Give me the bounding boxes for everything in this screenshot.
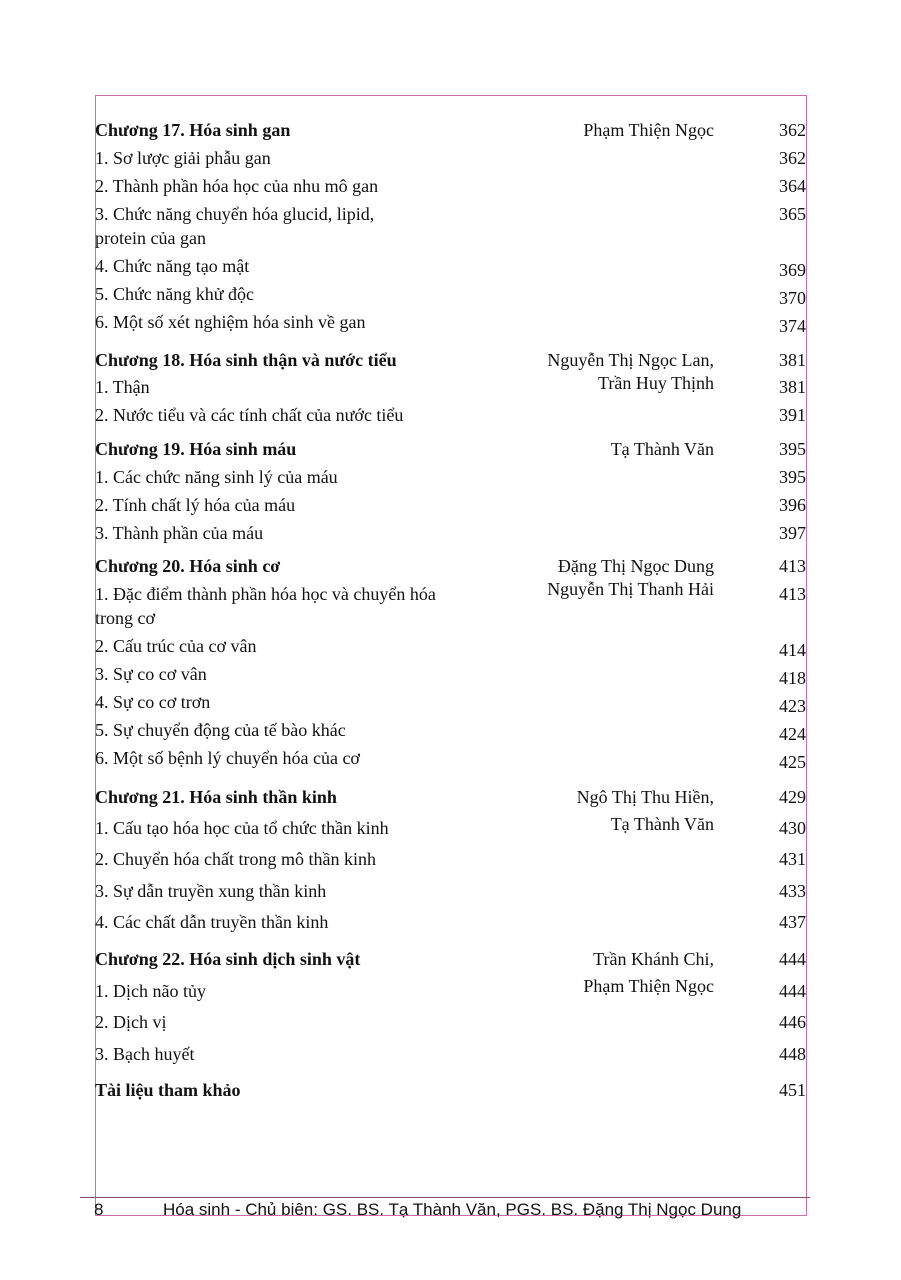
chapter-author: Trần Huy Thịnh [597, 373, 714, 393]
chapter-author: Đặng Thị Ngọc Dung [557, 556, 714, 576]
section-title: 1. Dịch não tủy [95, 981, 206, 1001]
chapter-page-number: 413 [779, 556, 806, 576]
footer-text: Hóa sinh - Chủ biên: GS. BS. Tạ Thành Văn, PGS. BS. Đặng Thị Ngọc Dung [163, 1200, 742, 1219]
chapter-title: Chương 20. Hóa sinh cơ [95, 556, 281, 576]
section-title: 6. Một số bệnh lý chuyển hóa của cơ [95, 748, 360, 768]
chapter-author: Nguyễn Thị Thanh Hải [547, 579, 714, 599]
section-title: 1. Sơ lược giải phẫu gan [95, 148, 271, 168]
section-title: 3. Bạch huyết [95, 1044, 195, 1064]
section-title: 1. Đặc điểm thành phần hóa học và chuyển hóa trong cơ [95, 584, 436, 628]
section-page-number: 431 [779, 849, 806, 869]
section-title: 1. Thận [95, 377, 150, 397]
section-title: 2. Tính chất lý hóa của máu [95, 495, 296, 515]
section-page-number: 413 [779, 584, 806, 604]
chapter-author: Nguyễn Thị Ngọc Lan, [547, 350, 714, 370]
section-page-number: 448 [779, 1044, 806, 1064]
section-title: 2. Dịch vị [95, 1012, 167, 1032]
section-title: 1. Cấu tạo hóa học của tổ chức thần kinh [95, 818, 389, 838]
section-page-number: 370 [779, 288, 806, 308]
section-page-number: 395 [779, 467, 806, 487]
section-title: 4. Sự co cơ trơn [95, 692, 211, 712]
section-title: 2. Nước tiểu và các tính chất của nước tiểu [95, 405, 404, 425]
section-page-number: 374 [779, 316, 806, 336]
section-title: 5. Sự chuyển động của tế bào khác [95, 720, 346, 740]
section-title: 6. Một số xét nghiệm hóa sinh về gan [95, 312, 366, 332]
section-page-number: 424 [779, 724, 806, 744]
footer-rule [80, 1197, 810, 1198]
section-page-number: 397 [779, 523, 806, 543]
section-page-number: 381 [779, 377, 806, 397]
chapter-title: Chương 21. Hóa sinh thần kinh [95, 787, 337, 807]
section-page-number: 423 [779, 696, 806, 716]
section-page-number: 444 [779, 981, 806, 1001]
chapter-title: Chương 19. Hóa sinh máu [95, 439, 297, 459]
chapter-author: Phạm Thiện Ngọc [583, 120, 714, 140]
chapter-author: Ngô Thị Thu Hiền, [576, 787, 714, 807]
section-page-number: 362 [779, 148, 806, 168]
chapter-title: Chương 22. Hóa sinh dịch sinh vật [95, 949, 361, 969]
section-page-number: 437 [779, 912, 806, 932]
section-page-number: 414 [779, 640, 806, 660]
references-page-number: 451 [779, 1080, 806, 1100]
section-page-number: 425 [779, 752, 806, 772]
section-title: 1. Các chức năng sinh lý của máu [95, 467, 338, 487]
chapter-page-number: 395 [779, 439, 806, 459]
references-title: Tài liệu tham khảo [95, 1080, 241, 1100]
section-page-number: 365 [779, 204, 806, 224]
section-title: 3. Sự dẫn truyền xung thần kinh [95, 881, 327, 901]
section-title: 2. Thành phần hóa học của nhu mô gan [95, 176, 379, 196]
section-title: 3. Sự co cơ vân [95, 664, 207, 684]
section-page-number: 369 [779, 260, 806, 280]
chapter-page-number: 444 [779, 949, 806, 969]
chapter-author: Trần Khánh Chi, [593, 949, 714, 969]
section-page-number: 396 [779, 495, 806, 515]
section-title: 4. Các chất dẫn truyền thần kinh [95, 912, 329, 932]
chapter-author: Phạm Thiện Ngọc [583, 976, 714, 996]
chapter-title: Chương 18. Hóa sinh thận và nước tiểu [95, 350, 397, 370]
footer-page-number: 8 [94, 1200, 104, 1219]
chapter-title: Chương 17. Hóa sinh gan [95, 120, 291, 140]
section-page-number: 418 [779, 668, 806, 688]
section-title: 4. Chức năng tạo mật [95, 256, 250, 276]
section-title: 3. Thành phần của máu [95, 523, 264, 543]
section-title: 2. Chuyển hóa chất trong mô thần kinh [95, 849, 376, 869]
section-page-number: 391 [779, 405, 806, 425]
section-title: 2. Cấu trúc của cơ vân [95, 636, 257, 656]
chapter-page-number: 381 [779, 350, 806, 370]
section-page-number: 433 [779, 881, 806, 901]
section-page-number: 364 [779, 176, 806, 196]
chapter-author: Tạ Thành Văn [610, 814, 714, 834]
section-page-number: 430 [779, 818, 806, 838]
section-page-number: 446 [779, 1012, 806, 1032]
chapter-author: Tạ Thành Văn [610, 439, 714, 459]
section-title: 3. Chức năng chuyển hóa glucid, lipid, protein của gan [95, 204, 375, 248]
chapter-page-number: 429 [779, 787, 806, 807]
section-title: 5. Chức năng khử độc [95, 284, 254, 304]
chapter-page-number: 362 [779, 120, 806, 140]
